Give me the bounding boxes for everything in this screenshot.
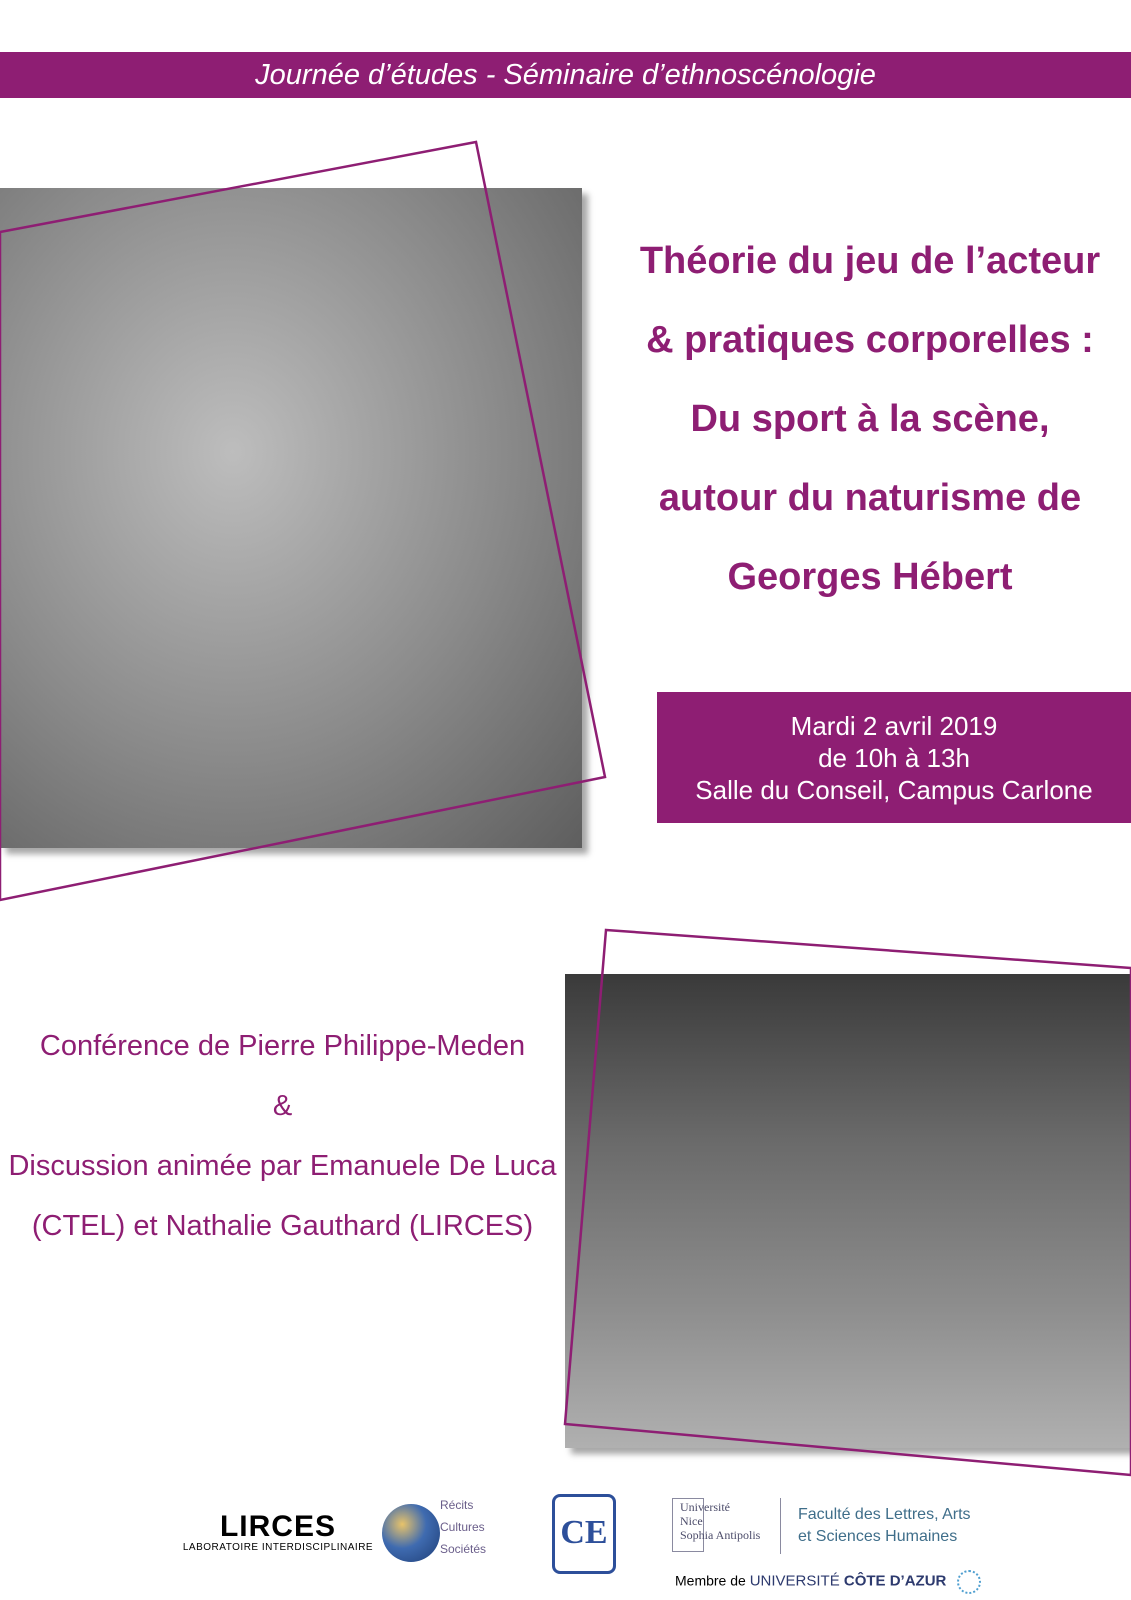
ctel-mark: CE xyxy=(560,1514,608,1551)
member-prefix: Membre de xyxy=(675,1572,746,1589)
member-univ: UNIVERSITÉ xyxy=(749,1572,840,1590)
title-line: & pratiques corporelles : xyxy=(646,319,1094,361)
unice-line: Université xyxy=(680,1500,730,1514)
logos-footer xyxy=(0,1490,1131,1600)
speaker-line: Discussion animée par Emanuele De Luca xyxy=(8,1150,557,1182)
globe-icon xyxy=(382,1504,440,1562)
member-univ-bold: CÔTE D’AZUR xyxy=(843,1572,947,1590)
lirces-name: LIRCES xyxy=(219,1510,336,1543)
unice-line: Sophia Antipolis xyxy=(680,1528,761,1542)
globe-words xyxy=(440,1494,486,1560)
title-line: Théorie du jeu de l’acteur xyxy=(639,240,1101,282)
title-line: autour du naturisme de xyxy=(658,477,1082,519)
speaker-line: Conférence de Pierre Philippe-Meden xyxy=(39,1030,526,1062)
event-info-box xyxy=(657,692,1131,823)
faculty-line: Faculté des Lettres, Arts xyxy=(798,1506,971,1523)
ctel-logo xyxy=(552,1494,616,1574)
globe-word: Récits xyxy=(440,1498,474,1512)
header-banner xyxy=(0,52,1131,98)
globe-word: Sociétés xyxy=(440,1542,487,1556)
event-title xyxy=(620,222,1120,617)
lirces-subtitle: LABORATOIRE INTERDISCIPLINAIRE xyxy=(182,1542,374,1553)
unice-line: Nice xyxy=(680,1514,703,1528)
faculty-line: et Sciences Humaines xyxy=(798,1528,958,1545)
speaker-line: (CTEL) et Nathalie Gauthard (LIRCES) xyxy=(31,1210,534,1242)
photo-group-skeleton xyxy=(565,974,1131,1448)
photo-woman-throwing xyxy=(0,188,582,848)
faculty-logo xyxy=(798,1504,971,1548)
globe-word: Cultures xyxy=(440,1520,485,1534)
speaker-line: & xyxy=(272,1090,293,1122)
event-time: de 10h à 13h xyxy=(818,743,970,773)
title-line: Du sport à la scène, xyxy=(690,398,1050,440)
speakers-block xyxy=(0,1016,565,1256)
member-line xyxy=(675,1570,981,1594)
title-line: Georges Hébert xyxy=(727,556,1013,598)
banner-text: Journée d’études - Séminaire d’ethnoscénologie xyxy=(255,59,876,91)
event-place: Salle du Conseil, Campus Carlone xyxy=(695,775,1093,805)
uca-dots-icon xyxy=(957,1570,981,1594)
lirces-logo xyxy=(178,1512,378,1553)
event-date: Mardi 2 avril 2019 xyxy=(790,711,998,741)
logo-divider xyxy=(780,1498,781,1554)
